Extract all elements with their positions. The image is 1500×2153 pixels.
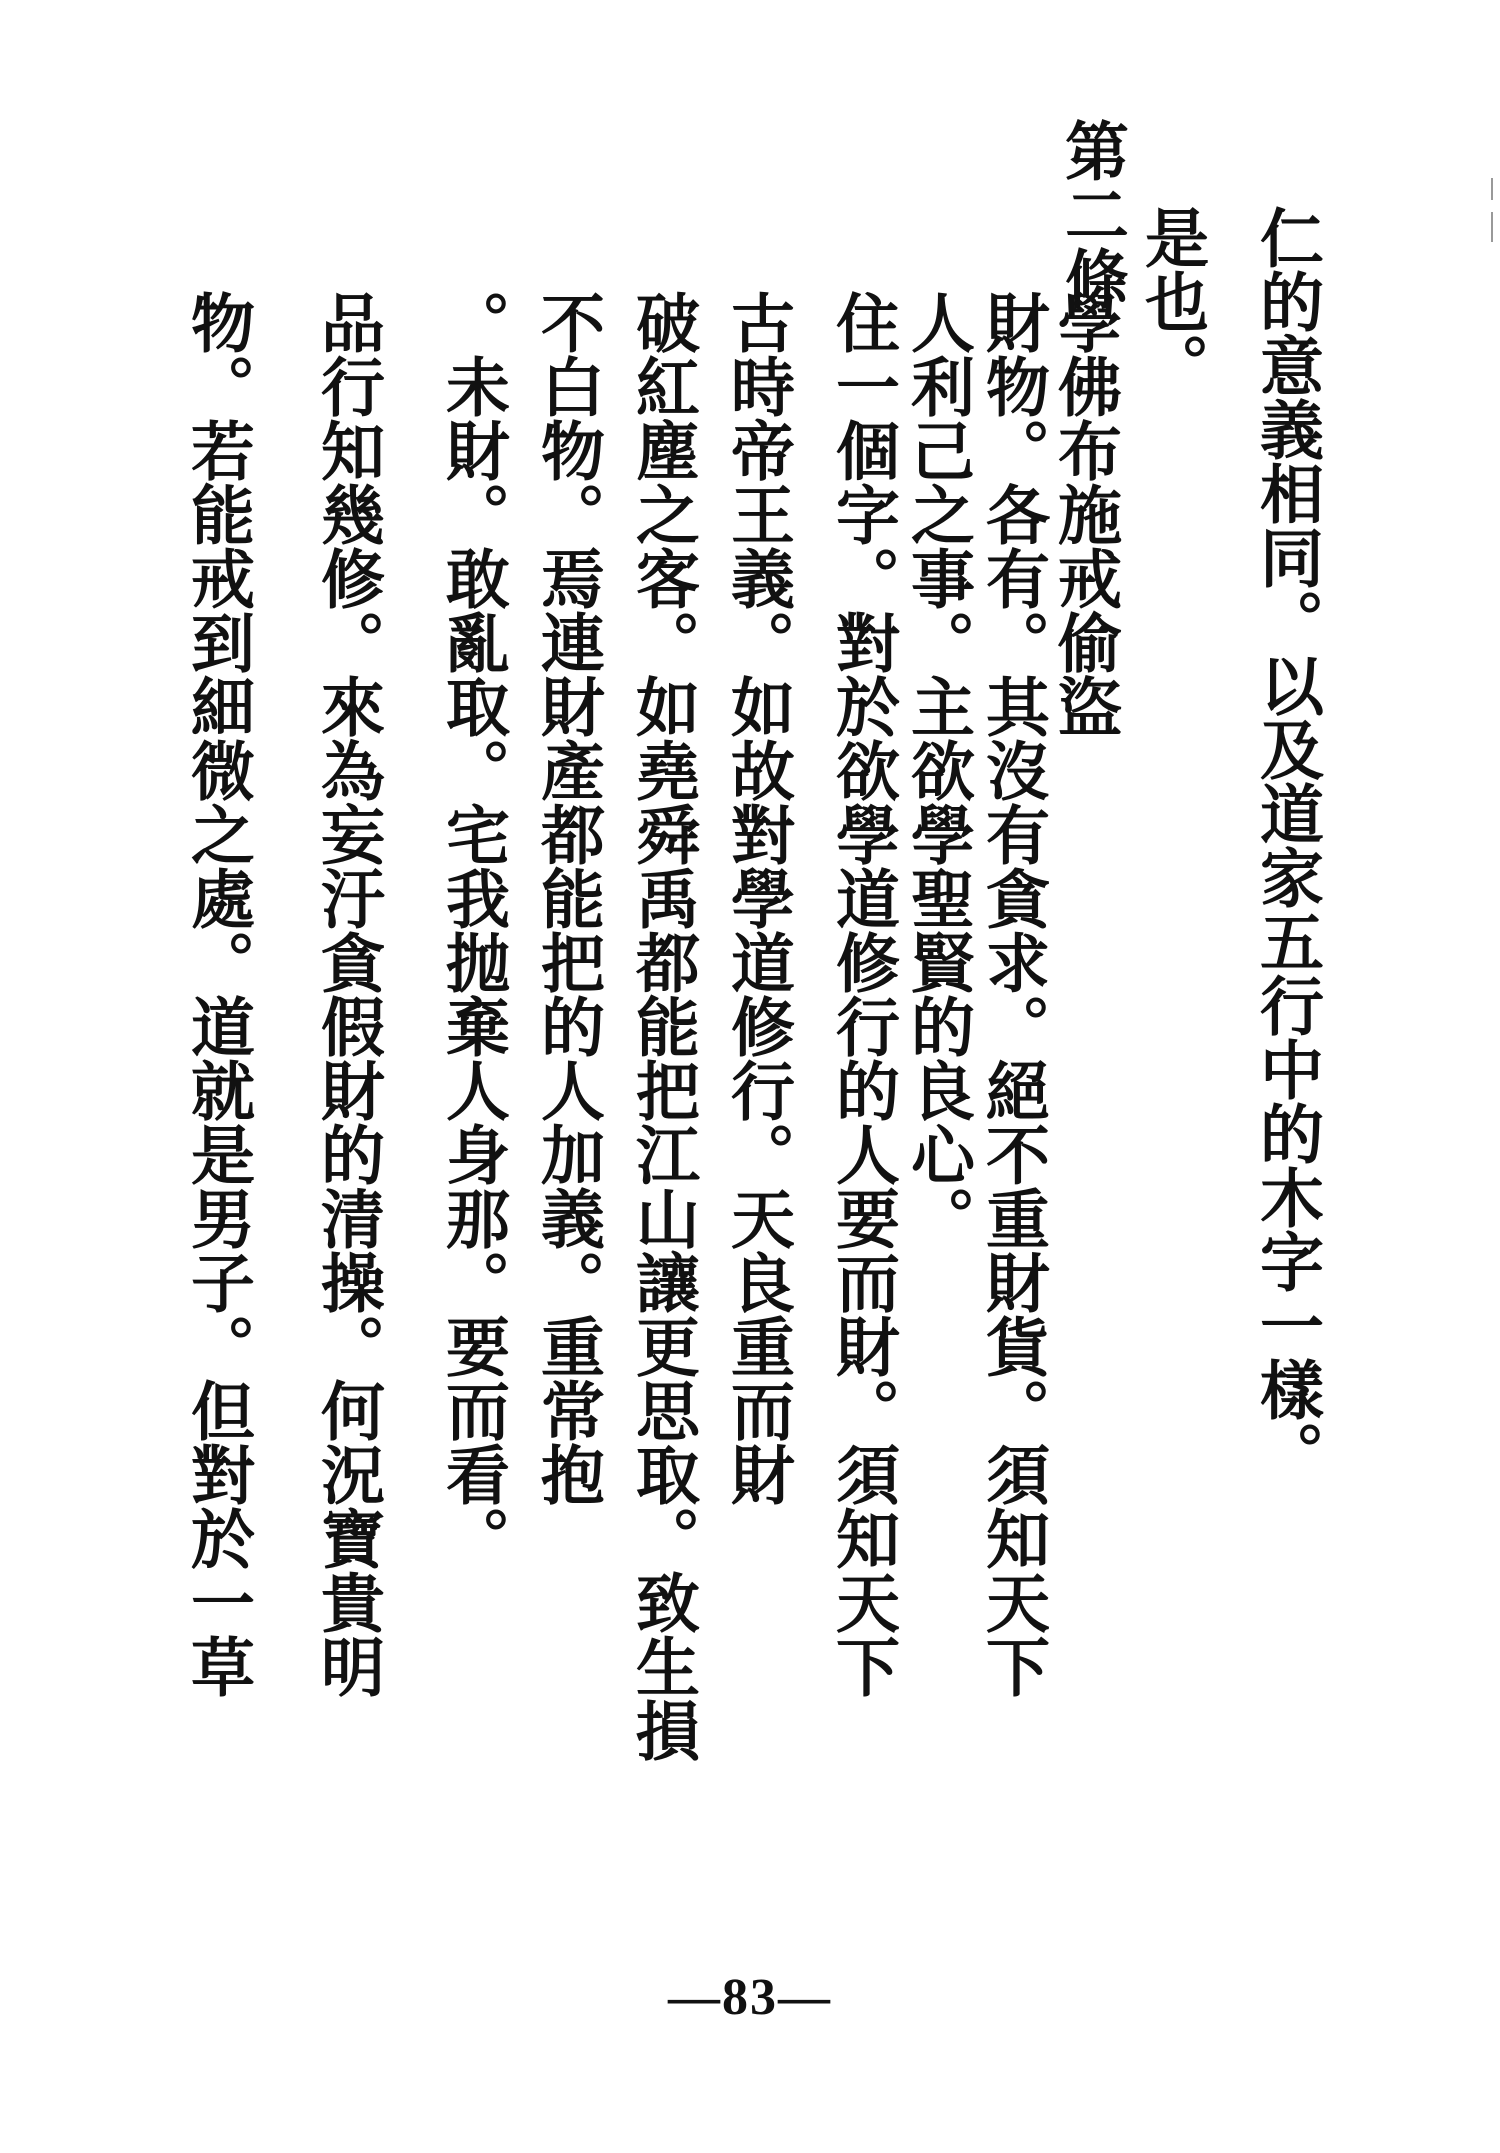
text-column-2: 是也。 bbox=[1134, 205, 1209, 397]
text-column-6: 人利己之事。主欲學聖賢的良心。 bbox=[900, 290, 975, 1250]
text-column-10: 不白物。焉連財產都能把的人加義。重常抱 bbox=[530, 290, 605, 1506]
scan-edge-mark bbox=[1491, 178, 1493, 200]
text-column-11: 。未財。敢亂取。宅我抛棄人身那。要而看。 bbox=[435, 290, 510, 1570]
text-column-5: 財物。各有。其沒有貪求。絕不重財貨。須知天下 bbox=[975, 290, 1050, 1698]
text-column-12: 品行知幾修。來為妄汙貪假財的清操。何況寶貴明 bbox=[310, 290, 385, 1698]
chapter-heading: 第二條 bbox=[1054, 118, 1129, 310]
page-number: —83— bbox=[668, 1969, 832, 2026]
text-column-8: 古時帝王義。如故對學道修行。天良重而財 bbox=[720, 290, 795, 1506]
text-column-4: 學佛布施戒偷盜 bbox=[1047, 290, 1122, 738]
text-column-13: 物。若能戒到細微之處。道就是男子。但對於一草 bbox=[180, 290, 255, 1698]
text-column-7: 住一個字。對於欲學道修行的人要而財。須知天下 bbox=[825, 290, 900, 1698]
text-column-9: 破紅塵之客。如堯舜禹都能把江山讓更思取。致生損 bbox=[625, 290, 700, 1762]
text-column-1: 仁的意義相同。以及道家五行中的木字一樣。 bbox=[1249, 205, 1324, 1485]
scan-edge-mark bbox=[1491, 212, 1493, 242]
